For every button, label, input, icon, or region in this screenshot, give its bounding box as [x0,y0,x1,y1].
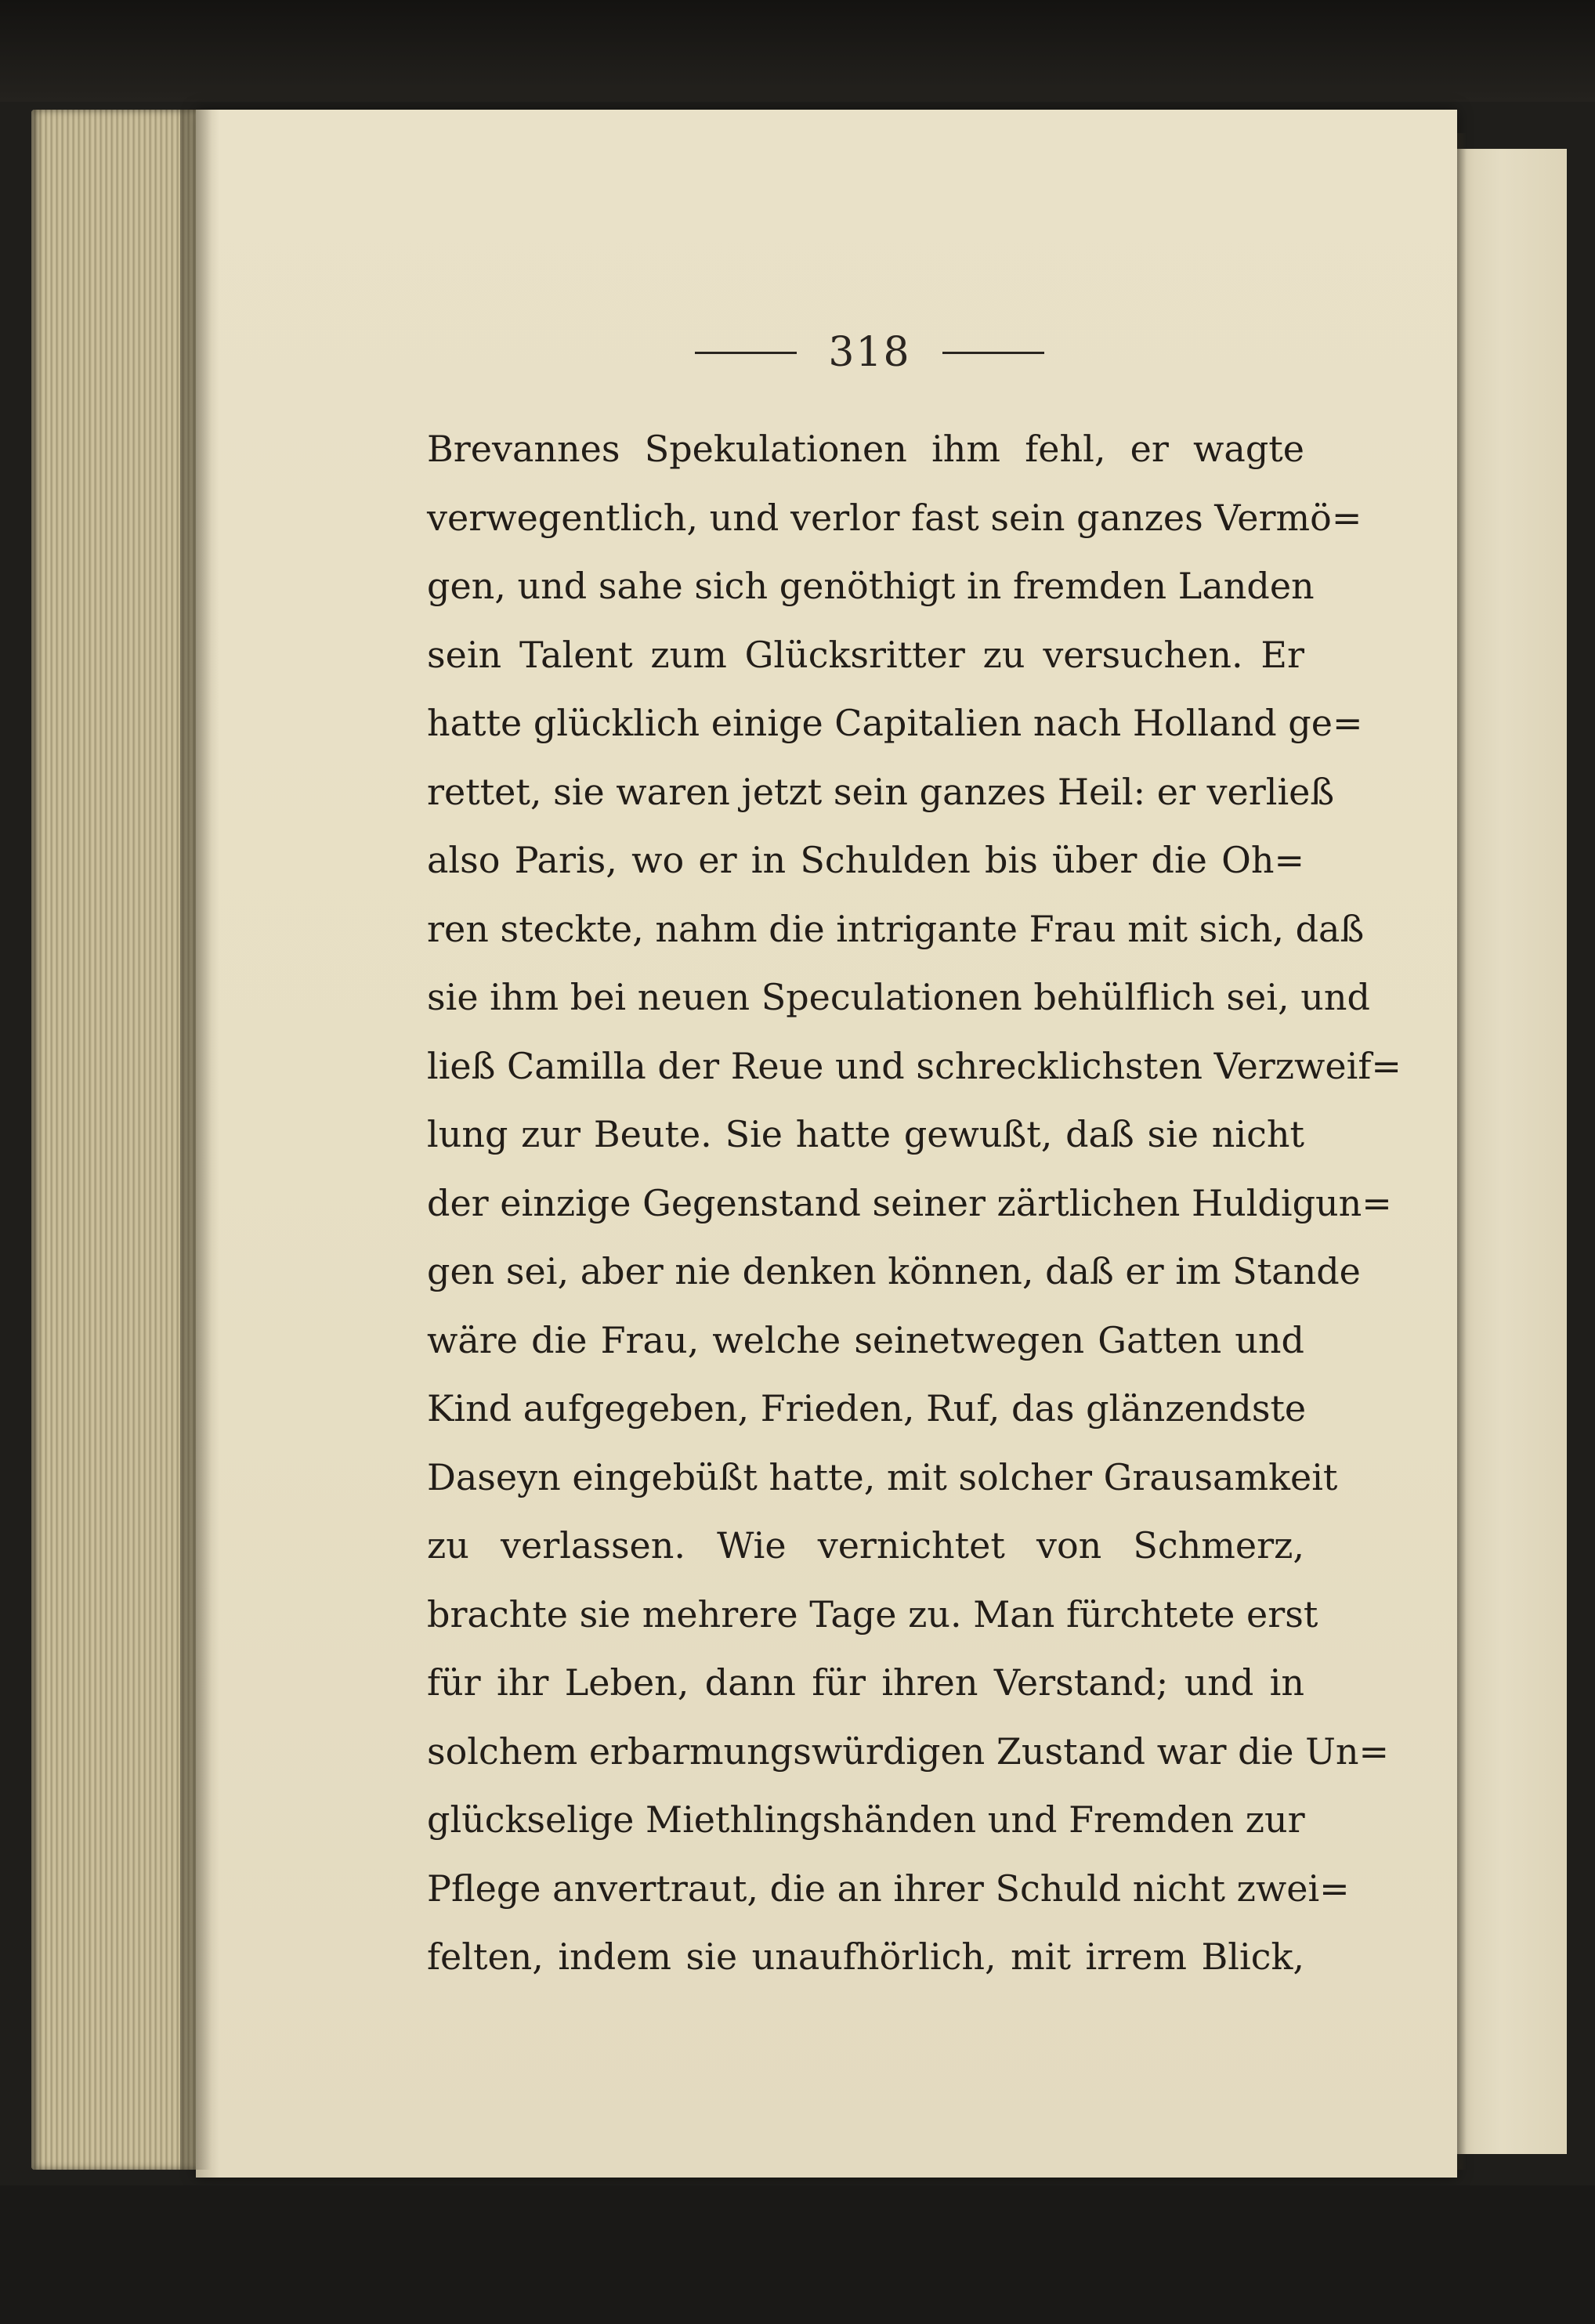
text-line: ren steckte, nahm die intrigante Frau mit sich, daß [427,907,1365,950]
scan-background-bottom [0,2185,1595,2324]
scan-background [0,0,1595,102]
page-edges [31,110,196,2170]
text-line: ließ Camilla der Reue und schrecklichsten Verzweif= [427,1044,1402,1087]
header-rule-left [695,352,797,354]
text-line: Daseyn eingebüßt hatte, mit solcher Grausamkeit [427,1455,1338,1498]
text-line: Pflege anvertraut, die an ihrer Schuld nicht zwei= [427,1867,1350,1910]
text-line: gen, und sahe sich genöthigt in fremden Landen [427,565,1315,607]
text-line: Brevannes Spekulationen ihm fehl, er wagte [427,428,1304,470]
text-line: solchem erbarmungswürdigen Zustand war die Un= [427,1729,1390,1773]
text-line: hatte glücklich einige Capitalien nach Holland ge= [427,702,1363,744]
text-line: glückselige Miethlingshänden und Fremden zur [427,1798,1305,1841]
text-line: sein Talent zum Glücksritter zu versuchen. Er [427,633,1304,676]
page-stack-shadow [180,110,212,2170]
text-line: also Paris, wo er in Schulden bis über die Oh= [427,839,1304,881]
body-text [427,415,1402,1992]
text-line: felten, indem sie unaufhörlich, mit irrem Blick, [427,1935,1304,1978]
text-line: für ihr Leben, dann für ihren Verstand; und in [427,1661,1304,1704]
page-header [439,329,1300,376]
text-line: rettet, sie waren jetzt sein ganzes Heil: er verließ [427,770,1335,813]
page-number: 318 [828,329,911,376]
text-line: gen sei, aber nie denken können, daß er im Stande [427,1250,1361,1292]
text-line: brachte sie mehrere Tage zu. Man fürchtete erst [427,1592,1318,1635]
text-line: wäre die Frau, welche seinetwegen Gatten und [427,1318,1304,1361]
text-line: Kind aufgegeben, Frieden, Ruf, das glänzendste [427,1387,1307,1429]
text-line: sie ihm bei neuen Speculationen behülflich sei, und [427,976,1370,1018]
text-line: lung zur Beute. Sie hatte gewußt, daß sie nicht [427,1113,1304,1155]
text-line: verwegentlich, und verlor fast sein ganzes Vermö= [427,496,1362,539]
facing-page-edge [1457,149,1567,2154]
header-rule-right [942,352,1044,354]
text-line: zu verlassen. Wie vernichtet von Schmerz, [427,1524,1304,1567]
text-line: der einzige Gegenstand seiner zärtlichen Huldigun= [427,1181,1392,1224]
